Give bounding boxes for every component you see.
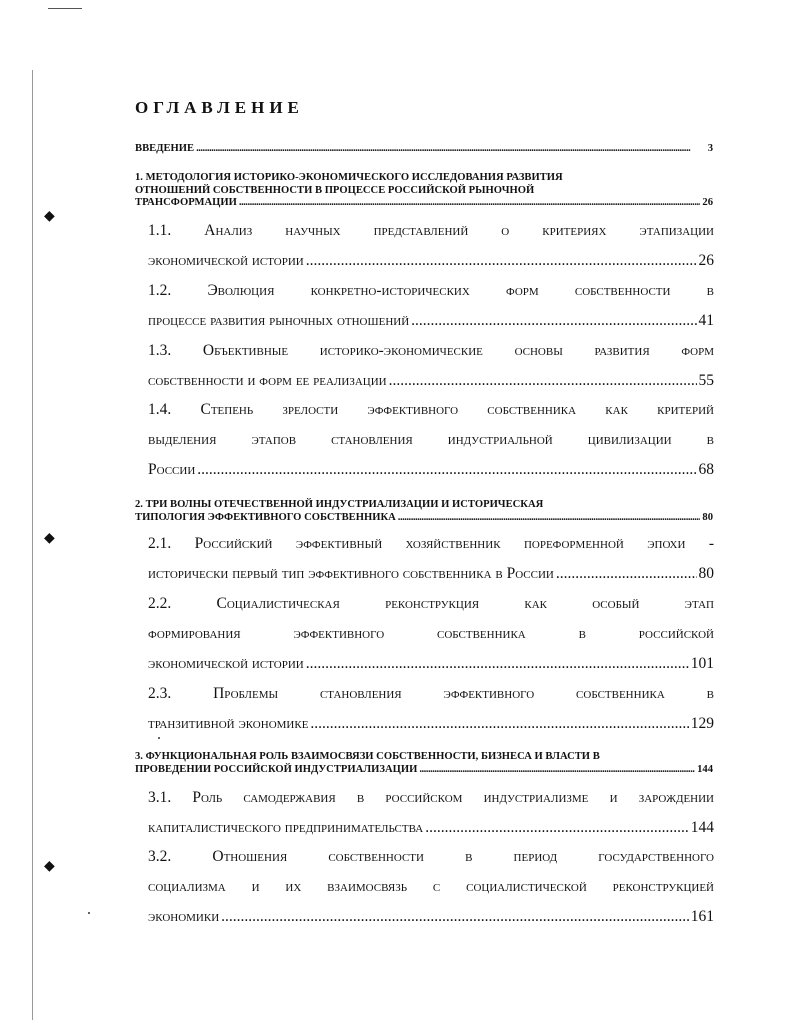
section-title-line: выделения этапов становления индустриальной цивилизации в bbox=[148, 431, 714, 448]
toc-page-number: 101 bbox=[690, 655, 714, 672]
section-title-line: экономики bbox=[148, 908, 220, 925]
toc-section-1-4[interactable] bbox=[148, 395, 714, 485]
section-title-line: 1.2. Эволюция конкретно-исторических форм собственности в bbox=[148, 282, 714, 299]
leader-dots bbox=[556, 559, 697, 589]
section-title-line: экономической истории bbox=[148, 655, 304, 672]
leader-dots bbox=[425, 813, 689, 843]
toc-page-number: 129 bbox=[690, 715, 714, 732]
section-title-line: исторически первый тип эффективного собственника в России bbox=[148, 565, 554, 582]
toc-page-number: 80 bbox=[698, 565, 714, 582]
chapter-title-line: 1. МЕТОДОЛОГИЯ ИСТОРИКО-ЭКОНОМИЧЕСКОГО ИССЛЕДОВАНИЯ РАЗВИТИЯ bbox=[135, 172, 563, 183]
section-title-line: процессе развития рыночных отношений bbox=[148, 312, 410, 329]
chapter-title-line: ТРАНСФОРМАЦИИ bbox=[135, 197, 237, 208]
section-title-line: капиталистического предпринимательства bbox=[148, 819, 424, 836]
toc-section-2-1[interactable] bbox=[148, 529, 714, 589]
toc-page-number: 26 bbox=[698, 252, 714, 269]
section-title-line: 3.1. Роль самодержавия в российском индустриализме и зарождении bbox=[148, 789, 714, 806]
toc-section-1-3[interactable] bbox=[148, 336, 714, 396]
leader-dots bbox=[306, 246, 697, 276]
toc-section-1-2[interactable] bbox=[148, 276, 714, 336]
toc-page-number: 161 bbox=[690, 908, 714, 925]
toc-entry-introduction[interactable] bbox=[135, 143, 713, 156]
punch-hole-mark-icon: ◆ bbox=[44, 859, 55, 874]
toc-chapter-2[interactable] bbox=[135, 499, 713, 524]
leader-dots bbox=[306, 649, 689, 679]
section-title-line: 2.2. Социалистическая реконструкция как особый этап bbox=[148, 595, 714, 612]
leader-dots bbox=[419, 764, 695, 777]
toc-chapter-1[interactable] bbox=[135, 172, 713, 210]
section-title-line: формирования эффективного собственника в российской bbox=[148, 625, 714, 642]
chapter-title-line: 3. ФУНКЦИОНАЛЬНАЯ РОЛЬ ВЗАИМОСВЯЗИ СОБСТВЕННОСТИ, БИЗНЕСА И ВЛАСТИ В bbox=[135, 751, 600, 762]
toc-section-3-1[interactable] bbox=[148, 783, 714, 843]
toc-page-number: 55 bbox=[698, 372, 714, 389]
toc-section-3-2[interactable] bbox=[148, 842, 714, 932]
toc-section-1-1[interactable] bbox=[148, 216, 714, 276]
section-title-line: экономической истории bbox=[148, 252, 304, 269]
punch-hole-mark-icon: ◆ bbox=[44, 209, 55, 224]
chapter-title-line: ОТНОШЕНИЙ СОБСТВЕННОСТИ В ПРОЦЕССЕ РОССИЙСКОЙ РЫНОЧНОЙ bbox=[135, 184, 535, 196]
scan-speck bbox=[88, 912, 90, 914]
scan-artifact-line bbox=[48, 8, 82, 9]
toc-page-number: 144 bbox=[697, 763, 713, 775]
leader-dots bbox=[398, 512, 701, 525]
scan-artifact-edge bbox=[32, 70, 33, 1020]
toc-entry-text: ВВЕДЕНИЕ bbox=[135, 143, 195, 154]
chapter-title-line: ПРОВЕДЕНИИ РОССИЙСКОЙ ИНДУСТРИАЛИЗАЦИИ bbox=[135, 763, 418, 775]
toc-title: ОГЛАВЛЕНИЕ bbox=[135, 98, 304, 117]
leader-dots bbox=[221, 902, 689, 932]
toc-chapter-3[interactable] bbox=[135, 751, 713, 776]
punch-hole-mark-icon: ◆ bbox=[44, 531, 55, 546]
toc-page-number: 41 bbox=[698, 312, 714, 329]
section-title-line: 3.2. Отношения собственности в период государственного bbox=[148, 848, 714, 865]
leader-dots bbox=[411, 306, 696, 336]
leader-dots bbox=[310, 709, 688, 739]
section-title-line: 1.4. Степень зрелости эффективного собственника как критерий bbox=[148, 401, 714, 418]
section-title-line: собственности и форм ее реализации bbox=[148, 372, 387, 389]
chapter-title-line: 2. ТРИ ВОЛНЫ ОТЕЧЕСТВЕННОЙ ИНДУСТРИАЛИЗАЦИИ И ИСТОРИЧЕСКАЯ bbox=[135, 499, 544, 510]
toc-section-2-3[interactable] bbox=[148, 679, 714, 739]
section-title-line: 1.3. Объективные историко-экономические основы развития форм bbox=[148, 342, 714, 359]
leader-dots bbox=[197, 455, 696, 485]
leader-dots bbox=[389, 366, 697, 396]
section-title-line: России bbox=[148, 461, 196, 478]
section-title-line: 1.1. Анализ научных представлений о критериях этапизации bbox=[148, 222, 714, 239]
toc-page-number: 144 bbox=[690, 819, 714, 836]
leader-dots bbox=[196, 143, 706, 156]
section-title-line: транзитивной экономике bbox=[148, 715, 309, 732]
chapter-title-line: ТИПОЛОГИЯ ЭФФЕКТИВНОГО СОБСТВЕННИКА bbox=[135, 511, 396, 523]
leader-dots bbox=[239, 197, 701, 210]
toc-section-2-2[interactable] bbox=[148, 589, 714, 679]
section-title-line: 2.1. Российский эффективный хозяйственник пореформенной эпохи - bbox=[148, 535, 714, 552]
toc-page-number: 68 bbox=[698, 461, 714, 478]
section-title-line: социализма и их взаимосвязь с социалистической реконструкцией bbox=[148, 878, 714, 895]
toc-page-number: 80 bbox=[702, 511, 713, 523]
toc-page-number: 26 bbox=[702, 197, 713, 208]
toc-page-number: 3 bbox=[707, 143, 713, 154]
section-title-line: 2.3. Проблемы становления эффективного собственника в bbox=[148, 685, 714, 702]
